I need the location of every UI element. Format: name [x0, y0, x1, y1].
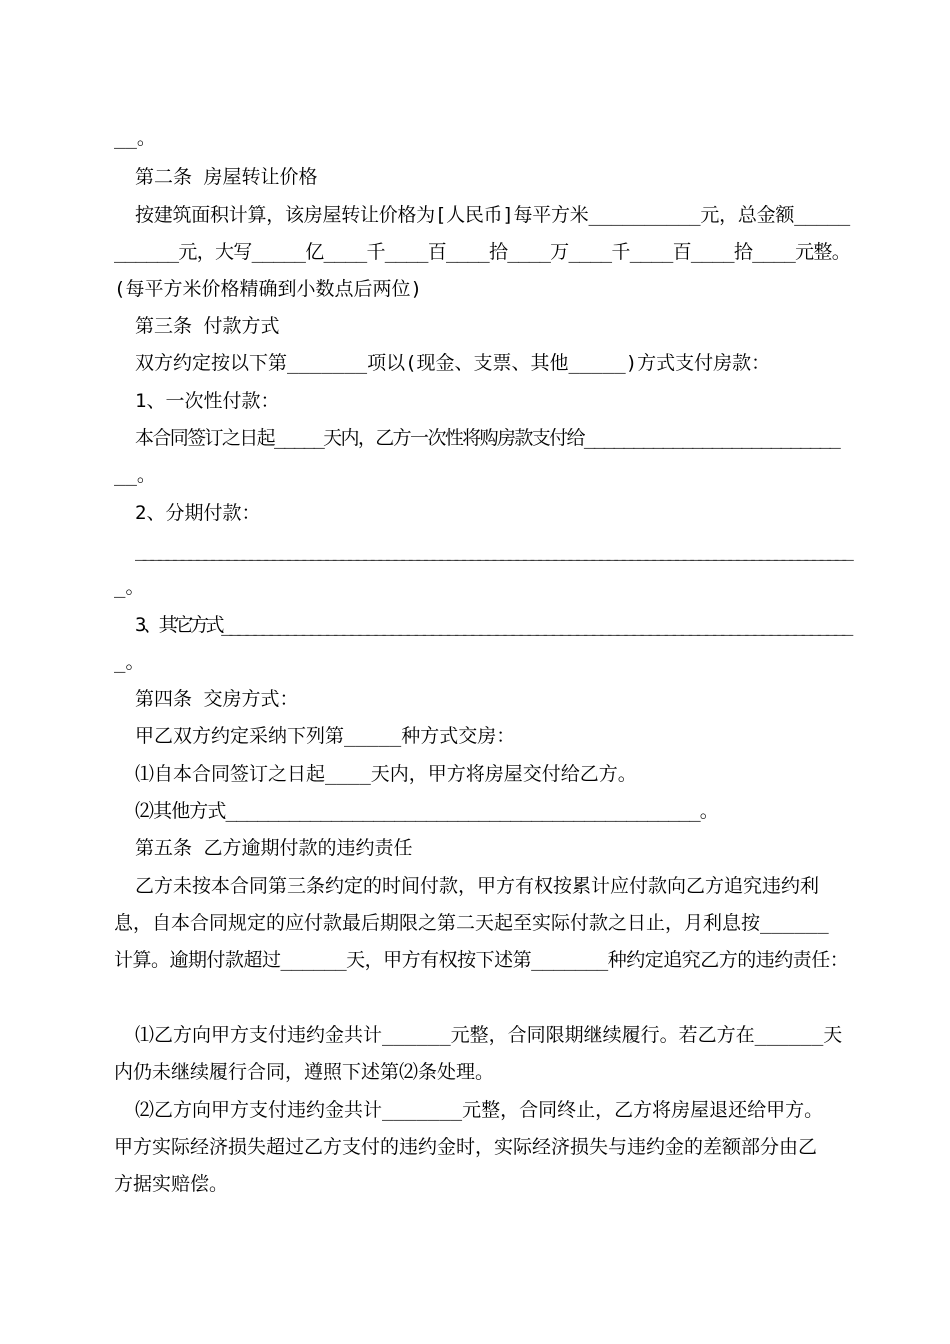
text-line: 内仍未继续履行合同，遵照下述第⑵条处理。 — [114, 1061, 495, 1083]
text-line: ⑵其他方式_____________________________________________。 — [135, 800, 718, 822]
text-line: (每平方米价格精确到小数点后两位) — [114, 278, 422, 300]
text-line: 双方约定按以下第_______项以(现金、支票、其他_____)方式支付房款： — [135, 352, 771, 374]
section-heading: 第三条 付款方式 — [135, 315, 280, 337]
text-line: _。 — [114, 576, 145, 598]
text-line: _。 — [114, 651, 145, 673]
text-line: 息，自本合同规定的应付款最后期限之第二天起至实际付款之日止，月利息按______ — [114, 912, 829, 934]
blank-line: ______________________________________________________________________________________________ — [135, 539, 850, 561]
text-line: 2、分期付款： — [135, 502, 261, 524]
text-line: 方据实赔偿。 — [114, 1173, 229, 1195]
section-heading: 第五条 乙方逾期付款的违约责任 — [135, 837, 413, 859]
text-line: 按建筑面积计算，该房屋转让价格为[人民币]每平方米__________元，总金额_____ — [135, 204, 850, 226]
text-line: __。 — [114, 127, 156, 149]
text-line: 甲乙双方约定采纳下列第_____种方式交房： — [135, 725, 516, 747]
section-heading: 第二条 房屋转让价格 — [135, 166, 318, 188]
text-line: 本合同签订之日起_____天内，乙方一次性将购房款支付给__________________________ — [135, 427, 840, 449]
text-line: __。 — [114, 464, 156, 486]
text-line: 1、一次性付款： — [135, 390, 280, 412]
text-line: 甲方实际经济损失超过乙方支付的违约金时，实际经济损失与违约金的差额部分由乙 — [114, 1136, 818, 1158]
section-heading: 第四条 交房方式： — [135, 688, 299, 710]
text-line: 乙方未按本合同第三条约定的时间付款，甲方有权按累计应付款向乙方追究违约利 — [135, 875, 820, 897]
text-line: ⑴自本合同签订之日起____天内，甲方将房屋交付给乙方。 — [135, 763, 637, 785]
text-line: ⑴乙方向甲方支付违约金共计______元整，合同限期继续履行。若乙方在______天 — [135, 1024, 843, 1046]
text-line: ______元，大写_____亿____千____百____拾____万____千____百____拾____元整。 — [114, 241, 850, 263]
text-line: 计算。逾期付款超过______天，甲方有权按下述第_______种约定追究乙方的违约责任： — [114, 949, 849, 971]
text-line: ⑵乙方向甲方支付违约金共计_______元整，合同终止，乙方将房屋退还给甲方。 — [135, 1099, 824, 1121]
text-line: 3、其它方式______________________________________________________________________________ — [135, 614, 850, 636]
